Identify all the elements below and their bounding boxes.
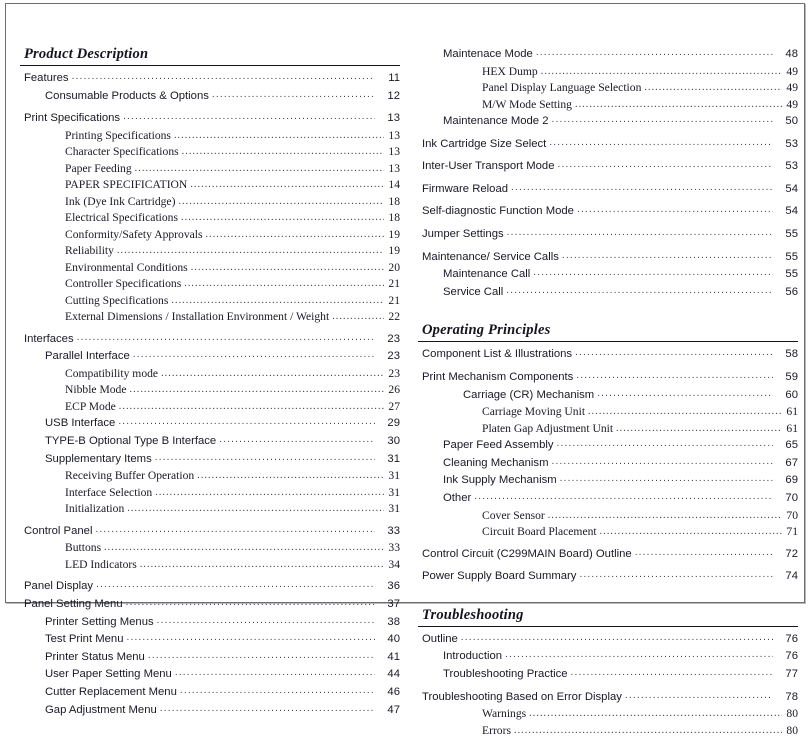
toc-right-column bbox=[418, 46, 798, 737]
toc-page-number: 56 bbox=[785, 285, 798, 298]
toc-list bbox=[418, 631, 798, 739]
toc-entry[interactable] bbox=[20, 210, 400, 227]
toc-page-number: 70 bbox=[785, 492, 798, 504]
toc-entry[interactable] bbox=[418, 387, 798, 405]
toc-entry[interactable] bbox=[20, 451, 400, 469]
toc-entry[interactable] bbox=[418, 706, 798, 723]
toc-entry-label: Panel Setting Menu bbox=[24, 597, 123, 610]
toc-entry-label: Platen Gap Adjustment Unit bbox=[482, 421, 614, 435]
toc-dot-leader bbox=[506, 283, 773, 300]
toc-dot-leader bbox=[514, 723, 782, 739]
toc-dot-leader bbox=[155, 450, 375, 467]
toc-dot-leader bbox=[576, 368, 773, 385]
toc-entry-label: Power Supply Board Summary bbox=[422, 570, 577, 583]
toc-entry[interactable] bbox=[20, 128, 400, 145]
toc-entry-label: Ink (Dye Ink Cartridge) bbox=[65, 194, 176, 208]
toc-entry[interactable] bbox=[418, 437, 798, 455]
toc-entry-label: Panel Display bbox=[24, 580, 94, 593]
toc-dot-leader bbox=[625, 688, 773, 705]
toc-entry-label: LED Indicators bbox=[65, 557, 137, 571]
toc-entry-label: Supplementary Items bbox=[45, 452, 152, 465]
toc-entry-label: Interfaces bbox=[24, 332, 74, 345]
toc-entry-label: M/W Mode Setting bbox=[482, 97, 572, 111]
toc-entry[interactable] bbox=[20, 227, 400, 244]
toc-dot-leader bbox=[511, 180, 773, 197]
toc-dot-leader bbox=[533, 265, 773, 282]
toc-entry-label: Initialization bbox=[65, 502, 125, 516]
toc-dot-leader bbox=[130, 382, 384, 398]
toc-entry-label: Maintenance Mode 2 bbox=[443, 115, 549, 128]
toc-page-number: 50 bbox=[785, 115, 798, 128]
toc-entry-label: Ink Cartridge Size Select bbox=[422, 137, 547, 150]
toc-dot-leader bbox=[560, 471, 773, 488]
toc-entry-label: Gap Adjustment Menu bbox=[45, 703, 157, 716]
toc-dot-leader bbox=[541, 64, 782, 80]
toc-entry[interactable] bbox=[20, 649, 400, 667]
toc-entry-label: Introduction bbox=[443, 650, 503, 663]
toc-dot-leader bbox=[133, 347, 375, 364]
toc-page-number: 31 bbox=[388, 502, 400, 516]
toc-dot-leader bbox=[182, 144, 384, 160]
toc-page-number: 34 bbox=[388, 557, 400, 571]
toc-entry-label: Self-diagnostic Function Mode bbox=[422, 205, 574, 218]
toc-dot-leader bbox=[104, 540, 384, 556]
toc-entry-label: Controller Specifications bbox=[65, 277, 182, 291]
toc-entry[interactable] bbox=[418, 266, 798, 284]
toc-dot-leader bbox=[597, 386, 773, 403]
toc-entry[interactable] bbox=[20, 70, 400, 88]
toc-entry[interactable] bbox=[20, 110, 400, 128]
toc-dot-leader bbox=[178, 194, 384, 210]
toc-dot-leader bbox=[180, 683, 375, 700]
toc-dot-leader bbox=[575, 97, 782, 113]
toc-list bbox=[418, 346, 798, 585]
toc-entry[interactable] bbox=[20, 243, 400, 260]
toc-entry[interactable] bbox=[20, 293, 400, 310]
toc-entry-label: PAPER SPECIFICATION bbox=[65, 178, 188, 192]
toc-dot-leader bbox=[127, 501, 384, 517]
toc-entry[interactable] bbox=[20, 501, 400, 518]
toc-entry[interactable] bbox=[20, 523, 400, 541]
toc-dot-leader bbox=[212, 87, 375, 104]
toc-entry[interactable] bbox=[20, 631, 400, 649]
toc-entry[interactable] bbox=[20, 596, 400, 614]
toc-entry[interactable] bbox=[20, 88, 400, 106]
toc-entry-label: Maintenance Call bbox=[443, 268, 531, 281]
toc-page-number: 55 bbox=[785, 268, 798, 281]
toc-dot-leader bbox=[577, 202, 773, 219]
toc-entry[interactable] bbox=[20, 366, 400, 383]
toc-page-number: 49 bbox=[786, 64, 798, 78]
toc-dot-leader bbox=[575, 345, 773, 362]
toc-entry-label: HEX Dump bbox=[482, 64, 538, 78]
toc-page-number: 53 bbox=[785, 160, 798, 173]
toc-page-number: 26 bbox=[388, 383, 400, 397]
toc-page-number: 20 bbox=[388, 260, 400, 274]
toc-entry[interactable] bbox=[20, 348, 400, 366]
toc-entry[interactable] bbox=[418, 203, 798, 221]
toc-entry-label: Test Print Menu bbox=[45, 633, 124, 646]
toc-entry[interactable] bbox=[418, 546, 798, 564]
toc-page-number: 40 bbox=[387, 633, 400, 646]
toc-entry[interactable] bbox=[418, 226, 798, 244]
toc-dot-leader bbox=[616, 421, 782, 437]
part-heading-title: Product Description bbox=[24, 46, 149, 62]
toc-dot-leader bbox=[332, 309, 384, 325]
toc-list bbox=[20, 70, 400, 719]
toc-dot-leader bbox=[529, 706, 782, 722]
toc-entry[interactable] bbox=[20, 433, 400, 451]
toc-page-number: 21 bbox=[388, 277, 400, 291]
toc-entry[interactable] bbox=[20, 399, 400, 416]
toc-dot-leader bbox=[119, 399, 384, 415]
toc-entry-label: Printer Setting Menus bbox=[45, 615, 154, 628]
toc-entry[interactable] bbox=[418, 64, 798, 81]
toc-page-number: 31 bbox=[388, 469, 400, 483]
part-heading-rule bbox=[20, 65, 400, 66]
toc-dot-leader bbox=[160, 701, 375, 718]
toc-dot-leader bbox=[505, 647, 773, 664]
toc-entry-label: Troubleshooting Practice bbox=[443, 667, 568, 680]
toc-entry-label: Consumable Products & Options bbox=[45, 89, 209, 102]
toc-entry-label: Jumper Settings bbox=[422, 228, 504, 241]
part-heading bbox=[20, 46, 400, 66]
toc-entry[interactable] bbox=[20, 177, 400, 194]
toc-entry-label: Compatibility mode bbox=[65, 366, 159, 380]
toc-page-number: 31 bbox=[387, 452, 400, 465]
toc-dot-leader bbox=[157, 613, 375, 630]
toc-page-number: 41 bbox=[387, 650, 400, 663]
toc-entry-label: Maintenance/ Service Calls bbox=[422, 250, 559, 263]
toc-page-number: 49 bbox=[786, 81, 798, 95]
toc-entry-label: Cutting Specifications bbox=[65, 293, 169, 307]
toc-page-number: 60 bbox=[785, 388, 798, 401]
toc-dot-leader bbox=[181, 210, 384, 226]
toc-entry-label: Electrical Specifications bbox=[65, 211, 178, 225]
toc-page-number: 65 bbox=[785, 439, 798, 452]
toc-dot-leader bbox=[95, 522, 375, 539]
toc-dot-leader bbox=[175, 665, 375, 682]
toc-entry-label: Character Specifications bbox=[65, 145, 179, 159]
toc-entry-label: Buttons bbox=[65, 541, 102, 555]
toc-entry[interactable] bbox=[418, 648, 798, 666]
toc-dot-leader bbox=[171, 293, 384, 309]
toc-page-number: 80 bbox=[786, 707, 798, 721]
toc-page-number: 38 bbox=[387, 615, 400, 628]
toc-dot-leader bbox=[190, 177, 384, 193]
toc-entry[interactable] bbox=[418, 369, 798, 387]
toc-entry[interactable] bbox=[20, 161, 400, 178]
toc-entry[interactable] bbox=[418, 46, 798, 64]
toc-page-number: 14 bbox=[388, 178, 400, 192]
toc-page-number: 61 bbox=[786, 405, 798, 419]
toc-page-number: 72 bbox=[785, 547, 798, 560]
toc-dot-leader bbox=[197, 468, 384, 484]
toc-dot-leader bbox=[557, 157, 773, 174]
toc-page-number: 58 bbox=[785, 348, 798, 361]
toc-entry-label: USB Interface bbox=[45, 417, 116, 430]
toc-dot-leader bbox=[644, 80, 782, 96]
toc-page-number: 23 bbox=[388, 366, 400, 380]
toc-entry-label: Carriage Moving Unit bbox=[482, 405, 586, 419]
toc-entry[interactable] bbox=[20, 309, 400, 326]
toc-entry-label: Circuit Board Placement bbox=[482, 525, 597, 539]
toc-page-number: 19 bbox=[388, 244, 400, 258]
toc-page-number: 48 bbox=[785, 48, 798, 60]
toc-page-number: 29 bbox=[387, 417, 400, 430]
toc-entry-label: Other bbox=[443, 492, 472, 504]
toc-entry-label: Troubleshooting Based on Error Display bbox=[422, 690, 622, 703]
toc-left-column bbox=[20, 46, 400, 716]
toc-page-number: 33 bbox=[387, 524, 400, 537]
toc-entry[interactable] bbox=[20, 702, 400, 720]
toc-page-number: 61 bbox=[786, 421, 798, 435]
toc-entry[interactable] bbox=[418, 249, 798, 267]
toc-dot-leader bbox=[219, 432, 375, 449]
toc-page-number: 23 bbox=[387, 350, 400, 363]
toc-entry-label: Print Mechanism Components bbox=[422, 371, 574, 384]
toc-entry-label: Features bbox=[24, 72, 69, 84]
toc-dot-leader bbox=[536, 45, 773, 62]
toc-entry[interactable] bbox=[20, 468, 400, 485]
toc-list bbox=[418, 46, 798, 301]
toc-entry-label: Paper Feed Assembly bbox=[443, 439, 554, 452]
toc-dot-leader bbox=[118, 414, 375, 431]
toc-dot-leader bbox=[588, 404, 782, 420]
toc-page-number: 18 bbox=[388, 194, 400, 208]
toc-page-number: 27 bbox=[388, 399, 400, 413]
toc-entry-label: Firmware Reload bbox=[422, 182, 509, 195]
toc-dot-leader bbox=[507, 225, 773, 242]
part-heading-title: Troubleshooting bbox=[422, 606, 524, 623]
toc-page-number: 69 bbox=[785, 474, 798, 487]
toc-page-number: 19 bbox=[388, 227, 400, 241]
toc-dot-leader bbox=[206, 227, 385, 243]
toc-dot-leader bbox=[126, 630, 375, 647]
toc-entry[interactable] bbox=[418, 568, 798, 586]
toc-page-number: 21 bbox=[388, 293, 400, 307]
toc-dot-leader bbox=[96, 577, 375, 594]
toc-entry[interactable] bbox=[418, 346, 798, 364]
toc-page-number: 13 bbox=[388, 145, 400, 159]
toc-entry-label: Parallel Interface bbox=[45, 350, 130, 363]
toc-entry-label: Outline bbox=[422, 632, 458, 645]
toc-entry[interactable] bbox=[20, 276, 400, 293]
toc-entry-label: Control Panel bbox=[24, 524, 93, 537]
toc-entry-label: Conformity/Safety Approvals bbox=[65, 227, 203, 241]
toc-dot-leader bbox=[579, 567, 773, 584]
toc-dot-leader bbox=[123, 109, 375, 126]
toc-page-number: 76 bbox=[785, 650, 798, 663]
toc-dot-leader bbox=[155, 485, 384, 501]
toc-dot-leader bbox=[548, 508, 782, 524]
toc-page-number: 54 bbox=[785, 205, 798, 218]
toc-dot-leader bbox=[461, 630, 773, 647]
toc-entry-label: TYPE-B Optional Type B Interface bbox=[45, 435, 217, 448]
toc-entry[interactable] bbox=[20, 260, 400, 277]
toc-entry[interactable] bbox=[418, 723, 798, 739]
toc-entry[interactable] bbox=[20, 666, 400, 684]
toc-dot-leader bbox=[557, 436, 773, 453]
toc-entry[interactable] bbox=[418, 508, 798, 525]
toc-dot-leader bbox=[117, 243, 384, 259]
toc-entry[interactable] bbox=[418, 284, 798, 302]
toc-entry[interactable] bbox=[20, 540, 400, 557]
toc-entry[interactable] bbox=[418, 524, 798, 541]
toc-page-number: 70 bbox=[786, 508, 798, 522]
toc-entry-label: Cover Sensor bbox=[482, 508, 545, 522]
toc-page-number: 13 bbox=[388, 128, 400, 142]
toc-page-number: 53 bbox=[785, 137, 798, 150]
toc-entry[interactable] bbox=[418, 631, 798, 649]
toc-dot-leader bbox=[140, 557, 384, 573]
toc-page-number: 31 bbox=[388, 485, 400, 499]
toc-page-number: 74 bbox=[785, 570, 798, 583]
toc-entry[interactable] bbox=[418, 80, 798, 97]
toc-entry-label: ECP Mode bbox=[65, 399, 116, 413]
toc-dot-leader bbox=[184, 276, 384, 292]
toc-entry[interactable] bbox=[20, 194, 400, 211]
toc-page-number: 46 bbox=[387, 685, 400, 698]
toc-entry[interactable] bbox=[418, 404, 798, 421]
toc-page-number: 44 bbox=[387, 668, 400, 681]
toc-entry-label: Receiving Buffer Operation bbox=[65, 469, 195, 483]
toc-dot-leader bbox=[77, 330, 375, 347]
part-heading-title: Operating Principles bbox=[422, 322, 551, 339]
toc-entry[interactable] bbox=[418, 689, 798, 707]
toc-entry-label: Cutter Replacement Menu bbox=[45, 685, 177, 698]
toc-entry[interactable] bbox=[20, 684, 400, 702]
toc-page-number: 11 bbox=[388, 72, 400, 84]
toc-page-number: 12 bbox=[387, 89, 400, 102]
toc-entry-label: Printer Status Menu bbox=[45, 650, 145, 663]
toc-dot-leader bbox=[148, 648, 375, 665]
toc-dot-leader bbox=[72, 69, 375, 86]
toc-entry[interactable] bbox=[20, 144, 400, 161]
toc-page-number: 18 bbox=[388, 211, 400, 225]
toc-dot-leader bbox=[562, 248, 773, 265]
toc-dot-leader bbox=[600, 524, 782, 540]
toc-entry-label: Maintenace Mode bbox=[443, 48, 533, 60]
toc-dot-leader bbox=[161, 366, 384, 382]
toc-entry-label: Component List & Illustrations bbox=[422, 348, 573, 361]
toc-entry-label: Print Specifications bbox=[24, 112, 121, 125]
toc-dot-leader bbox=[552, 454, 774, 471]
toc-entry[interactable] bbox=[20, 485, 400, 502]
toc-columns bbox=[6, 4, 804, 737]
toc-entry[interactable] bbox=[418, 113, 798, 131]
toc-entry-label: Cleaning Mechanism bbox=[443, 456, 549, 469]
toc-entry[interactable] bbox=[20, 578, 400, 596]
toc-entry-label: Interface Selection bbox=[65, 485, 153, 499]
toc-page-number: 47 bbox=[387, 703, 400, 716]
toc-page-number: 77 bbox=[785, 667, 798, 680]
toc-dot-leader bbox=[552, 112, 773, 129]
toc-entry-label: User Paper Setting Menu bbox=[45, 668, 172, 681]
toc-entry[interactable] bbox=[20, 415, 400, 433]
toc-entry[interactable] bbox=[20, 382, 400, 399]
toc-dot-leader bbox=[571, 665, 773, 682]
part-heading bbox=[418, 607, 798, 627]
toc-page-number: 78 bbox=[785, 690, 798, 703]
toc-entry-label: Printing Specifications bbox=[65, 128, 171, 142]
toc-page-number: 80 bbox=[786, 723, 798, 737]
toc-page-number: 76 bbox=[785, 632, 798, 645]
toc-entry[interactable] bbox=[418, 455, 798, 473]
toc-entry-label: Carriage (CR) Mechanism bbox=[463, 388, 595, 401]
toc-entry[interactable] bbox=[418, 421, 798, 438]
toc-entry[interactable] bbox=[20, 614, 400, 632]
toc-page-number: 30 bbox=[387, 435, 400, 448]
toc-dot-leader bbox=[549, 135, 773, 152]
toc-page-number: 23 bbox=[387, 332, 400, 345]
toc-page-number: 55 bbox=[785, 250, 798, 263]
toc-entry[interactable] bbox=[20, 557, 400, 574]
toc-page-number: 49 bbox=[786, 97, 798, 111]
part-heading-rule bbox=[418, 341, 798, 342]
toc-page-number: 13 bbox=[387, 112, 400, 125]
toc-entry[interactable] bbox=[418, 97, 798, 114]
toc-page-number: 67 bbox=[785, 456, 798, 469]
toc-entry[interactable] bbox=[418, 181, 798, 199]
toc-entry-label: Service Call bbox=[443, 285, 504, 298]
toc-page-number: 54 bbox=[785, 182, 798, 195]
toc-entry-label: Ink Supply Mechanism bbox=[443, 474, 557, 487]
toc-entry-label: External Dimensions / Installation Environment / Weight bbox=[65, 310, 330, 324]
part-heading-rule bbox=[418, 626, 798, 627]
toc-dot-leader bbox=[126, 595, 375, 612]
toc-entry-label: Nibble Mode bbox=[65, 383, 127, 397]
toc-dot-leader bbox=[635, 545, 773, 562]
toc-dot-leader bbox=[191, 260, 384, 276]
toc-page-number: 59 bbox=[785, 371, 798, 384]
toc-page-number: 13 bbox=[388, 161, 400, 175]
toc-page-number: 37 bbox=[387, 597, 400, 610]
toc-dot-leader bbox=[174, 128, 384, 144]
toc-entry-label: Paper Feeding bbox=[65, 161, 132, 175]
toc-entry-label: Environmental Conditions bbox=[65, 260, 188, 274]
toc-entry-label: Warnings bbox=[482, 707, 527, 721]
toc-page-number: 36 bbox=[387, 580, 400, 593]
part-heading bbox=[418, 322, 798, 342]
toc-dot-leader bbox=[474, 489, 773, 506]
toc-page-number: 22 bbox=[388, 310, 400, 324]
toc-page-number: 55 bbox=[785, 228, 798, 241]
toc-entry[interactable] bbox=[418, 472, 798, 490]
toc-entry[interactable] bbox=[418, 666, 798, 684]
toc-entry-label: Errors bbox=[482, 723, 511, 737]
toc-page-number: 71 bbox=[786, 525, 798, 539]
toc-entry-label: Inter-User Transport Mode bbox=[422, 160, 555, 173]
toc-entry-label: Reliability bbox=[65, 244, 114, 258]
document-page bbox=[5, 3, 805, 737]
toc-entry[interactable] bbox=[418, 490, 798, 508]
toc-entry-label: Control Circuit (C299MAIN Board) Outline bbox=[422, 547, 632, 560]
toc-dot-leader bbox=[135, 161, 384, 177]
toc-entry[interactable] bbox=[20, 331, 400, 349]
toc-entry[interactable] bbox=[418, 158, 798, 176]
toc-entry-label: Panel Display Language Selection bbox=[482, 81, 642, 95]
toc-page-number: 33 bbox=[388, 541, 400, 555]
toc-entry[interactable] bbox=[418, 136, 798, 154]
